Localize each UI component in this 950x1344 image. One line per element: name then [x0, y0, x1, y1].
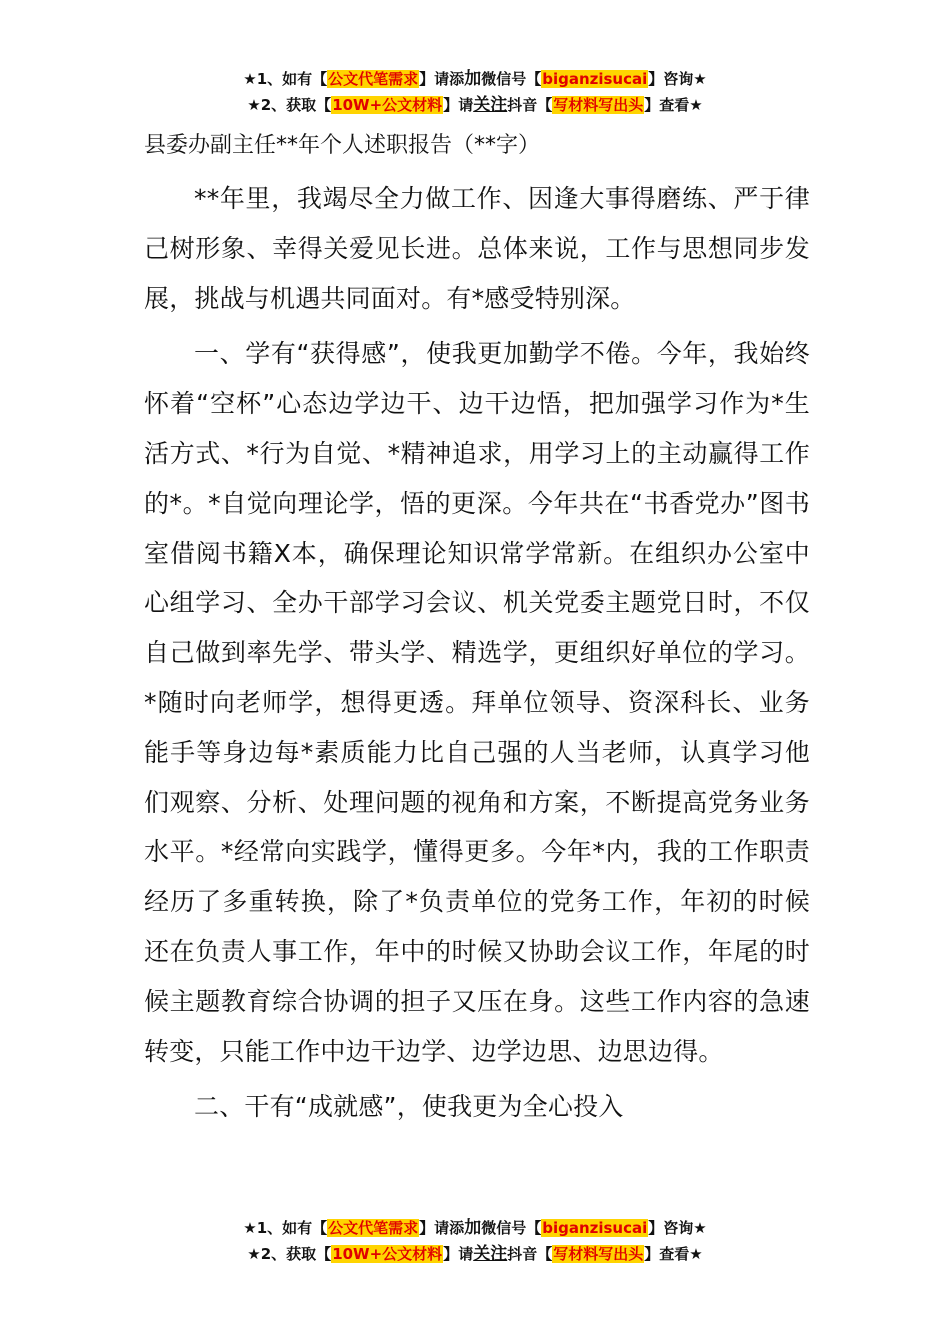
footer-line-1-suffix: 】咨询★ — [648, 1219, 707, 1237]
footer-line-1-emphasis: 加 — [464, 1218, 482, 1238]
paragraph-intro: **年里，我竭尽全力做工作、因逢大事得磨练、严于律己树形象、幸得关爱见长进。总体来说，工作与思想同步发展，挑战与机遇共同面对。有*感受特别深。 — [144, 184, 810, 313]
promo-line-1-middle: 】请添 — [419, 70, 465, 88]
footer-line-1-middle: 】请添 — [419, 1219, 465, 1237]
footer-line-2-prefix: ★2、获取【 — [247, 1245, 332, 1263]
footer-line-2-highlight-materials: 10W+公文材料 — [332, 1245, 443, 1263]
promo-line-1-prefix: ★1、如有【 — [243, 70, 328, 88]
footer-line-1-highlight-service: 公文代笔需求 — [328, 1219, 419, 1237]
header-promo-banner — [0, 66, 950, 118]
footer-promo-line-1 — [0, 1215, 950, 1241]
promo-line-2-highlight-materials: 10W+公文材料 — [332, 96, 443, 114]
footer-line-2-highlight-account: 写材料写出头 — [553, 1245, 644, 1263]
promo-line-1-highlight-service: 公文代笔需求 — [328, 70, 419, 88]
promo-line-2-middle-2: 抖音【 — [507, 96, 553, 114]
paragraph-section-two-heading: 二、干有“成就感”，使我更为全心投入 — [194, 1092, 624, 1122]
footer-promo-banner — [0, 1215, 950, 1267]
footer-line-2-middle-2: 抖音【 — [507, 1245, 553, 1263]
document-title: 县委办副主任**年个人述职报告（**字） — [144, 133, 541, 158]
footer-line-1-highlight-wechat: biganzisucai — [542, 1219, 648, 1237]
promo-line-1-middle-2: 微信号【 — [481, 70, 542, 88]
promo-line-1 — [0, 66, 950, 92]
promo-line-2 — [0, 92, 950, 118]
promo-line-2-emphasis: 关注 — [473, 95, 508, 115]
footer-line-2-emphasis: 关注 — [473, 1244, 508, 1264]
promo-line-2-suffix: 】查看★ — [644, 96, 703, 114]
promo-line-1-emphasis: 加 — [464, 69, 482, 89]
footer-line-2-suffix: 】查看★ — [644, 1245, 703, 1263]
promo-line-2-prefix: ★2、获取【 — [247, 96, 332, 114]
document-body — [144, 124, 810, 1132]
footer-line-1-prefix: ★1、如有【 — [243, 1219, 328, 1237]
footer-line-2-middle: 】请 — [443, 1245, 474, 1263]
paragraph-section-one: 一、学有“获得感”，使我更加勤学不倦。今年，我始终怀着“空杯”心态边学边干、边干边悟，把加强学习作为*生活方式、*行为自觉、*精神追求，用学习上的主动赢得工作的*。*自觉向理论学，悟的更深。今年共在“书香党办”图书室借阅书籍X本，确保理论知识常学常新。在组织办公室中心组学习、全办干部学习会议、机关党委主题党日时，不仅自己做到率先学、带头学、精选学，更组织好单位的学习。*随时向老师学，想得更透。拜单位领导、资深科长、业务能手等身边每*素质能力比自己强的人当老师，认真学习他们观察、分析、处理问题的视角和方案，不断提高党务业务水平。*经常向实践学，懂得更多。今年*内，我的工作职责经历了多重转换，除了*负责单位的党务工作，年初的时候还在负责人事工作，年中的时候又协助会议工作，年尾的时候主题教育综合协调的担子又压在身。这些工作内容的急速转变，只能工作中边干边学、边学边思、边思边得。 — [144, 339, 810, 1066]
promo-line-2-middle: 】请 — [443, 96, 474, 114]
footer-promo-line-2 — [0, 1241, 950, 1267]
promo-line-1-highlight-wechat: biganzisucai — [542, 70, 648, 88]
promo-line-1-suffix: 】咨询★ — [648, 70, 707, 88]
promo-line-2-highlight-account: 写材料写出头 — [553, 96, 644, 114]
footer-line-1-middle-2: 微信号【 — [481, 1219, 542, 1237]
